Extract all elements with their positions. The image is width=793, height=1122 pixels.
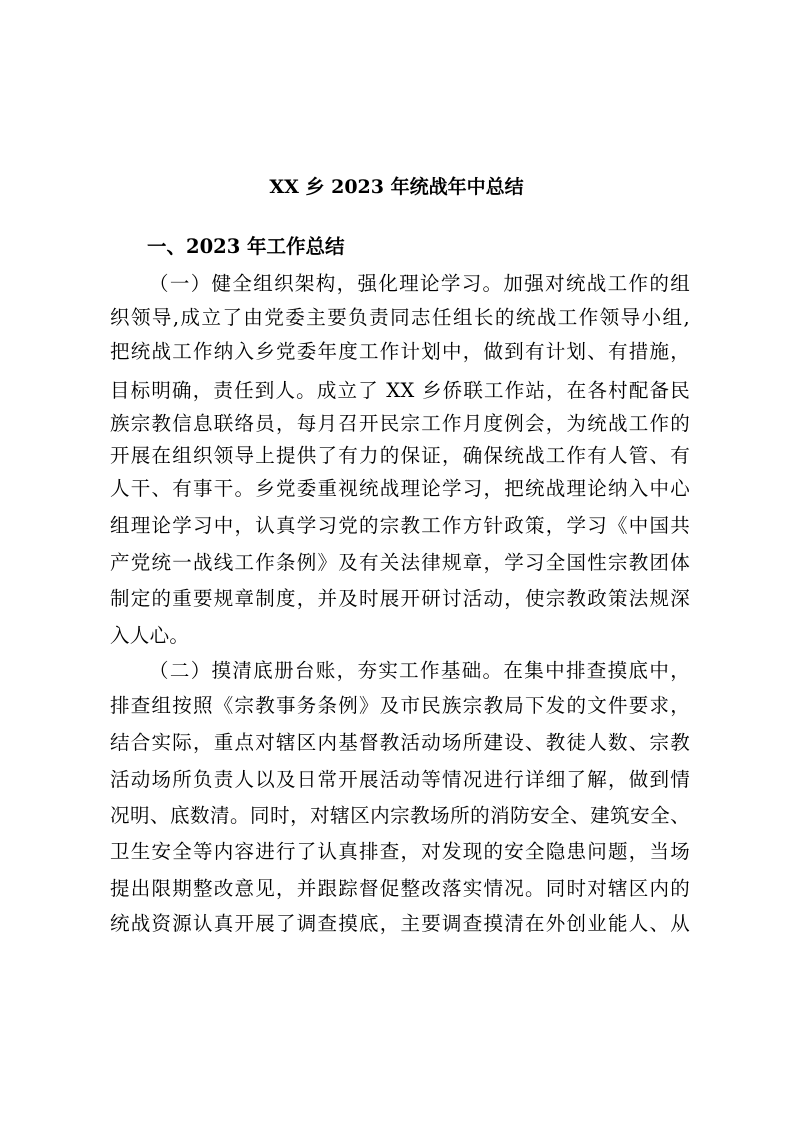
paragraph-2-line: （二）摸清底册台账，夯实工作基础。在集中排查摸底中，	[149, 659, 690, 682]
paragraph-1-line: 织领导,成立了由党委主要负责同志任组长的统战工作领导小组,	[110, 306, 690, 329]
paragraph-1-line: 人干、有事干。乡党委重视统战理论学习，把统战理论纳入中心	[110, 477, 690, 500]
paragraph-2-line: 统战资源认真开展了调查摸底，主要调查摸清在外创业能人、从	[110, 912, 690, 935]
paragraph-2-line: 活动场所负责人以及日常开展活动等情况进行详细了解，做到情	[110, 768, 690, 791]
paragraph-1-line: 制定的重要规章制度，并及时展开研讨活动，使宗教政策法规深	[110, 587, 690, 610]
paragraph-1-line: （一）健全组织架构，强化理论学习。加强对统战工作的组	[149, 272, 690, 295]
paragraph-2-line: 结合实际，重点对辖区内基督教活动场所建设、教徒人数、宗教	[110, 731, 690, 754]
section-heading: 一、2023 年工作总结	[147, 235, 345, 258]
paragraph-2-line: 提出限期整改意见，并跟踪督促整改落实情况。同时对辖区内的	[110, 877, 690, 900]
paragraph-1-line: 族宗教信息联络员，每月召开民宗工作月度例会，为统战工作的	[110, 412, 690, 435]
paragraph-2-line: 排查组按照《宗教事务条例》及市民族宗教局下发的文件要求，	[110, 694, 690, 717]
paragraph-1-line: 产党统一战线工作条例》及有关法律规章，学习全国性宗教团体	[110, 551, 690, 574]
paragraph-1-line: 目标明确，责任到人。成立了 XX 乡侨联工作站，在各村配备民	[110, 379, 690, 402]
paragraph-2-line: 卫生安全等内容进行了认真排查，对发现的安全隐患问题，当场	[110, 840, 690, 863]
paragraph-1-line: 组理论学习中，认真学习党的宗教工作方针政策，学习《中国共	[110, 514, 690, 537]
document-title: XX 乡 2023 年统战年中总结	[269, 176, 524, 198]
paragraph-1-line: 入人心。	[110, 624, 190, 647]
paragraph-2-line: 况明、底数清。同时，对辖区内宗教场所的消防安全、建筑安全、	[110, 804, 690, 827]
paragraph-1-line: 把统战工作纳入乡党委年度工作计划中，做到有计划、有措施，	[110, 340, 690, 363]
paragraph-1-line: 开展在组织领导上提供了有力的保证，确保统战工作有人管、有	[110, 444, 690, 467]
